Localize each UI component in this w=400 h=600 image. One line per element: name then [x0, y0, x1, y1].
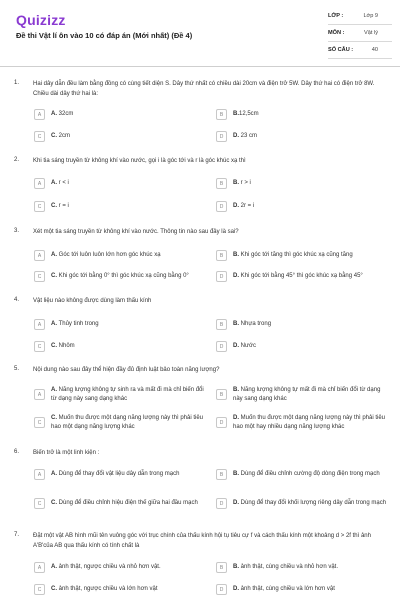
option-b[interactable]: [216, 250, 388, 261]
option-text: Năng lượng không tự mất đi mà chỉ biến đổi từ dạng này sang dạng khác: [233, 387, 381, 402]
option-d[interactable]: [216, 498, 388, 509]
question-text: Hai dây dẫn đều làm bằng đồng có cùng tiết diện S. Dây thứ nhất có chiều dài 20cm và điện trở 5W. Dây thứ hai có điện trở 8W. Chiều dài dây thứ hai là:: [33, 81, 375, 97]
question-text: Vật liệu nào không được dùng làm thấu kính: [33, 298, 152, 304]
option-letter-badge: A: [34, 562, 45, 573]
meta-row-subject: [328, 25, 392, 42]
meta-row-grade: [328, 8, 392, 25]
option-letter-badge: A: [34, 389, 45, 400]
option-prefix: D.: [233, 133, 239, 140]
option-prefix: C.: [51, 343, 57, 350]
option-letter-badge: D: [216, 341, 227, 352]
option-letter-badge: D: [216, 201, 227, 212]
option-letter-badge: C: [34, 341, 45, 352]
question-text: Xét một tia sáng truyền từ không khí vào nước. Thông tin nào sau đây là sai?: [33, 229, 239, 235]
option-prefix: C.: [51, 203, 57, 210]
option-letter-badge: A: [34, 250, 45, 261]
option-text: ảnh thật, ngược chiều và nhỏ hơn vật.: [58, 564, 161, 571]
option-prefix: A.: [51, 564, 57, 571]
option-d[interactable]: [216, 201, 388, 212]
option-text: Khi góc tới tăng thì góc khúc xạ cũng tăng: [240, 252, 353, 259]
option-prefix: C.: [51, 586, 57, 593]
option-text: Nhôm: [58, 343, 75, 350]
option-text: Thủy tinh trong: [58, 321, 99, 328]
option-prefix: B.: [233, 180, 239, 187]
option-letter-badge: B: [216, 562, 227, 573]
option-letter-badge: D: [216, 498, 227, 509]
option-text: ảnh thật, ngược chiều và lớn hơn vật: [58, 586, 158, 593]
option-letter-badge: A: [34, 319, 45, 330]
option-text: 32cm: [58, 111, 74, 118]
option-letter-badge: D: [216, 271, 227, 282]
option-text: Nước: [240, 343, 256, 350]
question-number: 3.: [14, 228, 20, 234]
option-letter-badge: C: [34, 271, 45, 282]
meta-row-question-count: [328, 42, 392, 59]
option-d[interactable]: [216, 584, 388, 595]
option-text: Dùng để điều chỉnh hiệu điện thế giữa hai đầu mạch: [58, 500, 198, 507]
option-text: Năng lượng không tự sinh ra và mất đi mà chỉ biến đổi từ dạng này sang dạng khác: [51, 387, 204, 402]
option-prefix: D.: [233, 343, 239, 350]
option-letter-badge: C: [34, 584, 45, 595]
option-prefix: C.: [51, 500, 57, 507]
option-prefix: B.: [233, 387, 239, 393]
option-a[interactable]: [34, 250, 206, 261]
meta-value: Lớp 9: [363, 13, 378, 19]
option-letter-badge: B: [216, 250, 227, 261]
question-text: Nội dung nào sau đây thể hiện đầy đủ định luật bảo toàn năng lượng?: [33, 367, 220, 373]
meta-value: 40: [371, 47, 378, 53]
option-text: ảnh thật, cùng chiều và nhỏ hơn vật.: [240, 564, 339, 571]
question-number: 4.: [14, 297, 20, 303]
option-a[interactable]: [34, 386, 206, 403]
question-number: 1.: [14, 80, 20, 86]
option-text: 2r = i: [240, 203, 255, 210]
option-prefix: A.: [51, 111, 57, 118]
option-letter-badge: D: [216, 131, 227, 142]
question-number: 5.: [14, 366, 20, 372]
option-text: r = i: [58, 203, 69, 210]
option-prefix: B.: [233, 111, 239, 118]
option-text: 12,5cm: [239, 111, 259, 118]
option-prefix: A.: [51, 321, 57, 328]
option-prefix: B.: [233, 321, 239, 328]
question-number: 6.: [14, 449, 20, 455]
option-b[interactable]: [216, 469, 388, 480]
meta-label: LỚP :: [328, 13, 344, 19]
option-prefix: D.: [233, 273, 239, 280]
option-text: Dùng để điều chỉnh cường độ dòng điện trong mạch: [240, 471, 380, 478]
option-b[interactable]: [216, 178, 388, 189]
meta-label: SỐ CÂU :: [328, 47, 354, 53]
option-prefix: A.: [51, 180, 57, 187]
option-prefix: A.: [51, 471, 57, 478]
option-text: Dùng để thay đổi vật liệu dây dẫn trong mạch: [58, 471, 180, 478]
option-c[interactable]: [34, 201, 206, 212]
question-number: 2.: [14, 157, 20, 163]
option-d[interactable]: [216, 131, 388, 142]
option-text: r > i: [240, 180, 251, 187]
option-text: 23 cm: [240, 133, 258, 140]
option-prefix: B.: [233, 471, 239, 478]
option-text: Nhựa trong: [240, 321, 272, 328]
question-number: 7.: [14, 532, 20, 538]
option-a[interactable]: [34, 469, 206, 480]
option-letter-badge: B: [216, 178, 227, 189]
option-prefix: D.: [233, 203, 239, 210]
option-prefix: C.: [51, 273, 57, 280]
option-letter-badge: B: [216, 389, 227, 400]
option-c[interactable]: [34, 414, 206, 431]
option-b[interactable]: [216, 109, 388, 120]
question-text: Đặt một vật AB hình mũi tên vuông góc với trục chính của thấu kính hội tụ tiêu cự f và cách thấu kính một khoảng d > 2f thì ảnh A'B'của AB qua thấu kính có tính chất là: [33, 533, 371, 549]
option-prefix: B.: [233, 564, 239, 571]
option-a[interactable]: [34, 109, 206, 120]
option-d[interactable]: [216, 341, 388, 352]
option-text: Muốn thu được một dạng năng lượng này thì phải tiêu hao một hay nhiều dạng năng lượng khác: [233, 415, 385, 430]
option-prefix: D.: [233, 500, 239, 507]
page-title: Đề thi Vật lí ôn vào 10 có đáp án (Mới nhất) (Đề 4): [16, 31, 193, 40]
option-letter-badge: A: [34, 469, 45, 480]
option-c[interactable]: [34, 584, 206, 595]
option-a[interactable]: [34, 319, 206, 330]
option-prefix: A.: [51, 387, 57, 393]
quiz-meta-table: [328, 8, 392, 59]
option-letter-badge: A: [34, 109, 45, 120]
option-b[interactable]: [216, 319, 388, 330]
option-c[interactable]: [34, 341, 206, 352]
option-prefix: B.: [233, 252, 239, 259]
option-text: r < i: [58, 180, 69, 187]
option-text: Muốn thu được một dạng năng lượng này thì phải tiêu hao một dạng năng lượng khác: [51, 415, 203, 430]
option-c[interactable]: [34, 271, 206, 282]
header-divider: [0, 66, 400, 67]
quizizz-logo: Quizizz: [16, 12, 66, 28]
option-b[interactable]: [216, 562, 388, 573]
option-letter-badge: D: [216, 417, 227, 428]
option-d[interactable]: [216, 271, 388, 282]
option-d[interactable]: [216, 414, 388, 431]
option-prefix: D.: [233, 415, 239, 421]
option-letter-badge: A: [34, 178, 45, 189]
option-letter-badge: C: [34, 498, 45, 509]
option-text: 2cm: [58, 133, 71, 140]
option-text: Khi góc tới bằng 0° thì góc khúc xạ cũng bằng 0°: [58, 273, 189, 280]
option-letter-badge: C: [34, 201, 45, 212]
option-prefix: C.: [51, 415, 57, 421]
option-a[interactable]: [34, 562, 206, 573]
option-text: Dùng để thay đổi khối lượng riêng dây dẫn trong mạch: [240, 500, 387, 507]
option-letter-badge: B: [216, 319, 227, 330]
option-letter-badge: D: [216, 584, 227, 595]
option-letter-badge: B: [216, 109, 227, 120]
option-letter-badge: C: [34, 131, 45, 142]
option-text: Khi góc tới bằng 45° thì góc khúc xạ bằng 45°: [240, 273, 363, 280]
question-text: Khi tia sáng truyền từ không khí vào nước, gọi i là góc tới và r là góc khúc xạ thì: [33, 158, 246, 164]
option-prefix: A.: [51, 252, 57, 259]
meta-label: MÔN :: [328, 30, 345, 36]
option-c[interactable]: [34, 131, 206, 142]
option-prefix: C.: [51, 133, 57, 140]
option-letter-badge: C: [34, 417, 45, 428]
option-c[interactable]: [34, 498, 206, 509]
option-text: Góc tới luôn luôn lớn hơn góc khúc xạ: [58, 252, 161, 259]
option-prefix: D.: [233, 586, 239, 593]
option-letter-badge: B: [216, 469, 227, 480]
option-text: ảnh thật, cùng chiều và lớn hơn vật: [240, 586, 335, 593]
question-text: Biến trở là một linh kiện :: [33, 450, 100, 456]
meta-value: Vật lý: [364, 30, 378, 36]
option-a[interactable]: [34, 178, 206, 189]
option-b[interactable]: [216, 386, 388, 403]
page-header: [0, 0, 400, 66]
